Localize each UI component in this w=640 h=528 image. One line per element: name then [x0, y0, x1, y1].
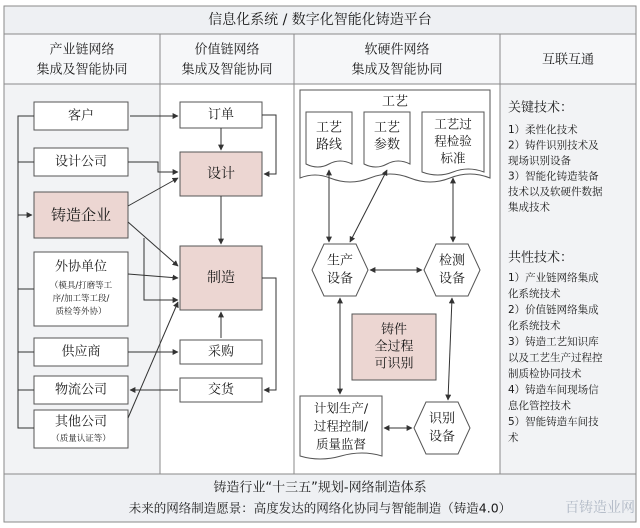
column-3-title-line1: 软硬件网络 [364, 42, 430, 58]
common-tech-line: 3）铸造工艺知识库 [508, 336, 599, 348]
common-tech-line: 术 [508, 432, 519, 444]
column-1-title-line1: 产业链网络 [49, 42, 115, 58]
key-tech-line: 技术以及软硬件数据 [508, 186, 603, 198]
manufacturing-label: 制造 [207, 270, 235, 286]
inspection-equipment-line2: 设备 [438, 271, 466, 287]
inspection-equipment-line1: 检测 [438, 253, 466, 269]
inspection-equipment-hex [424, 244, 480, 296]
identification-equipment-line2: 设备 [428, 429, 456, 445]
key-tech-line: 2）铸件识别技术及 [508, 139, 599, 152]
traceable-line1: 铸件 [380, 322, 408, 338]
header-title: 信息化系统 / 数字化智能化铸造平台 [208, 12, 432, 28]
process-route-line2: 路线 [315, 137, 343, 153]
outsourcing-title: 外协单位 [54, 259, 108, 275]
footer-line2: 未来的网络制造愿景：高度发达的网络化协同与智能制造（铸造4.0） [128, 500, 512, 516]
planning-line3: 质量监督 [315, 436, 367, 452]
logistics-label: 物流公司 [54, 382, 108, 398]
process-route-line1: 工艺 [315, 120, 343, 136]
key-tech-line: 集成技术 [508, 201, 550, 214]
process-params-line1: 工艺 [373, 120, 401, 136]
other-companies-title: 其他公司 [54, 414, 108, 430]
column-1-title-line2: 集成及智能协同 [36, 62, 128, 78]
interconnect-text-group [508, 100, 603, 445]
key-tech-line: 3）智能化铸造装备 [508, 170, 599, 183]
outsourcing-detail-3: 质检等外协） [55, 307, 107, 317]
common-tech-line: 息化管控技术 [508, 400, 571, 412]
outsourcing-detail-1: （模具/打磨等工 [49, 281, 113, 291]
outsourcing-detail-2: 序/加工等工段/ [52, 294, 110, 304]
inspection-standard-line3: 标准 [440, 150, 466, 166]
key-tech-line: 现场识别设备 [508, 155, 571, 167]
production-equipment-hex [312, 244, 368, 296]
common-tech-line: 1）产业链网络集成 [508, 272, 599, 284]
customer-label: 客户 [67, 108, 95, 124]
foundry-label: 铸造企业 [50, 206, 112, 224]
process-params-line2: 参数 [373, 137, 401, 153]
common-tech-line: 2）价值链网络集成 [508, 304, 599, 316]
common-tech-title: 共性技术： [508, 250, 574, 266]
inspection-standard-line1: 工艺过 [434, 116, 472, 132]
traceable-line3: 可识别 [374, 356, 414, 372]
key-tech-line: 1）柔性化技术 [508, 124, 578, 136]
common-tech-line: 化系统技术 [508, 288, 561, 300]
order-label: 订单 [207, 107, 235, 123]
column-2-title-line1: 价值链网络 [194, 42, 260, 58]
planning-line2: 过程控制/ [313, 418, 369, 434]
identification-equipment-line1: 识别 [428, 411, 456, 427]
column-3-title-line2: 集成及智能协同 [351, 62, 443, 78]
column-2-title-line2: 集成及智能协同 [181, 62, 273, 78]
common-tech-line: 5）智能铸造车间技 [508, 416, 599, 428]
production-equipment-line1: 生产 [326, 253, 354, 269]
supplier-label: 供应商 [61, 344, 101, 360]
identification-equipment-hex [414, 402, 470, 454]
common-tech-line: 化系统技术 [508, 320, 561, 332]
inspection-standard-line2: 程检验 [434, 133, 472, 149]
footer-line1: 铸造行业“十三五”规划-网络制造体系 [213, 480, 427, 496]
watermark-text: 百铸造业网 [565, 500, 635, 516]
production-equipment-line2: 设备 [326, 271, 354, 287]
delivery-label: 交货 [207, 382, 235, 398]
common-tech-line: 4）铸造车间现场信 [508, 384, 599, 396]
key-tech-title: 关键技术： [508, 100, 574, 116]
common-tech-line: 制质检协同技术 [508, 368, 582, 380]
purchasing-label: 采购 [207, 344, 235, 360]
column-4-title: 互联互通 [541, 52, 595, 68]
design-company-label: 设计公司 [54, 154, 108, 170]
planning-line1: 计划生产/ [313, 400, 369, 416]
process-title: 工艺 [381, 94, 409, 110]
traceable-line2: 全过程 [374, 339, 414, 355]
other-companies-detail: （质量认证等） [51, 434, 111, 444]
common-tech-line: 以及工艺生产过程控 [508, 352, 603, 364]
design-label: 设计 [207, 166, 235, 182]
